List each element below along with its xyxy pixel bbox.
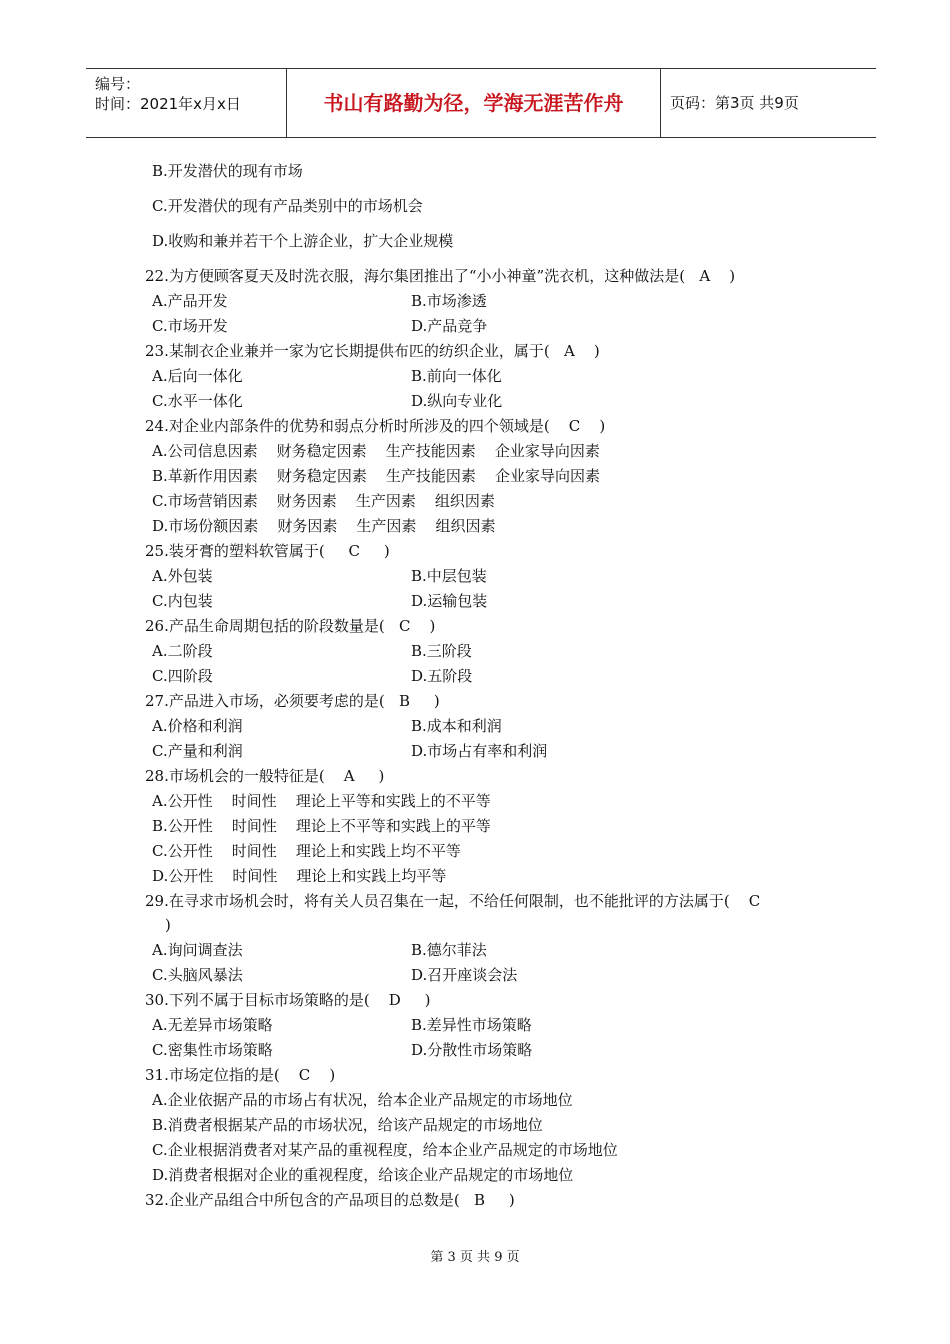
option-b: B.市场渗透: [411, 292, 487, 310]
option-a: A.无差异市场策略: [152, 1016, 273, 1034]
option-a: A.公开性 时间性 理论上平等和实践上的不平等: [152, 792, 491, 810]
option-c: C.内包装: [152, 592, 213, 610]
option-d: D.产品竞争: [411, 317, 488, 335]
option-a: A.企业依据产品的市场占有状况，给本企业产品规定的市场地位: [152, 1091, 573, 1109]
option-text: B.开发潜伏的现有市场: [152, 162, 303, 180]
option-c: C.水平一体化: [152, 392, 243, 410]
option-d: D.五阶段: [411, 667, 473, 685]
header-page-label: 页码：第3页 共9页: [670, 94, 799, 112]
option-a: A.产品开发: [152, 292, 228, 310]
header-info-cell: [86, 69, 286, 137]
option-d: D.纵向专业化: [411, 392, 503, 410]
option-a: A.后向一体化: [152, 367, 243, 385]
option-b: B.消费者根据某产品的市场状况，给该产品规定的市场地位: [152, 1116, 543, 1134]
option-b: B.德尔菲法: [411, 941, 487, 959]
option-c: C.四阶段: [152, 667, 213, 685]
option-d: D.召开座谈会法: [411, 966, 518, 984]
option-a: A.二阶段: [152, 642, 213, 660]
option-a: A.公司信息因素 财务稳定因素 生产技能因素 企业家导向因素: [152, 442, 600, 460]
option-a: A.询问调查法: [152, 941, 243, 959]
question-stem: 24.对企业内部条件的优势和弱点分析时所涉及的四个领域是( C ): [145, 417, 606, 435]
question-stem-continuation: ): [165, 916, 171, 934]
question-stem: 27.产品进入市场，必须要考虑的是( B ): [145, 692, 440, 710]
page-footer: 第 3 页 共 9 页: [430, 1250, 520, 1265]
question-stem: 30.下列不属于目标市场策略的是( D ): [145, 991, 431, 1009]
option-d: D.市场份额因素 财务因素 生产因素 组织因素: [152, 517, 496, 535]
option-b: B.三阶段: [411, 642, 472, 660]
question-stem: 25.装牙膏的塑料软管属于( C ): [145, 542, 390, 560]
option-d: D.消费者根据对企业的重视程度，给该企业产品规定的市场地位: [152, 1166, 574, 1184]
option-c: C.产量和利润: [152, 742, 243, 760]
question-stem: 29.在寻求市场机会时，将有关人员召集在一起，不给任何限制，也不能批评的方法属于( C: [145, 892, 761, 910]
code-label: 编号：: [95, 75, 141, 93]
option-c: C.市场营销因素 财务因素 生产因素 组织因素: [152, 492, 495, 510]
option-d: D.运输包装: [411, 592, 488, 610]
question-stem: 28.市场机会的一般特征是( A ): [145, 767, 385, 785]
question-stem: 31.市场定位指的是( C ): [145, 1066, 336, 1084]
option-b: B.公开性 时间性 理论上不平等和实践上的平等: [152, 817, 491, 835]
question-stem: 22.为方便顾客夏天及时洗衣服，海尔集团推出了“小小神童”洗衣机，这种做法是( A ): [145, 267, 736, 285]
option-b: B.成本和利润: [411, 717, 502, 735]
option-c: C.头脑风暴法: [152, 966, 243, 984]
option-c: C.公开性 时间性 理论上和实践上均不平等: [152, 842, 461, 860]
time-label: 时间：2021年x月x日: [95, 95, 241, 113]
question-stem: 23.某制衣企业兼并一家为它长期提供布匹的纺织企业，属于( A ): [145, 342, 600, 360]
option-a: A.价格和利润: [152, 717, 243, 735]
option-b: B.前向一体化: [411, 367, 502, 385]
question-stem: 26.产品生命周期包括的阶段数量是( C ): [145, 617, 436, 635]
option-c: C.密集性市场策略: [152, 1041, 273, 1059]
header-motto: 书山有路勤为径，学海无涯苦作舟: [323, 91, 624, 115]
option-a: A.外包装: [152, 567, 213, 585]
question-stem: 32.企业产品组合中所包含的产品项目的总数是( B ): [145, 1191, 515, 1209]
option-d: D.市场占有率和利润: [411, 742, 548, 760]
option-c: C.市场开发: [152, 317, 228, 335]
option-b: B.差异性市场策略: [411, 1016, 532, 1034]
option-text: D.收购和兼并若干个上游企业，扩大企业规模: [152, 232, 454, 250]
option-b: B.中层包装: [411, 567, 487, 585]
option-b: B.革新作用因素 财务稳定因素 生产技能因素 企业家导向因素: [152, 467, 601, 485]
page-header: [86, 68, 876, 138]
option-text: C.开发潜伏的现有产品类别中的市场机会: [152, 197, 423, 215]
option-d: D.公开性 时间性 理论上和实践上均平等: [152, 867, 447, 885]
option-d: D.分散性市场策略: [411, 1041, 533, 1059]
option-c: C.企业根据消费者对某产品的重视程度，给本企业产品规定的市场地位: [152, 1141, 618, 1159]
header-divider: [660, 69, 661, 137]
